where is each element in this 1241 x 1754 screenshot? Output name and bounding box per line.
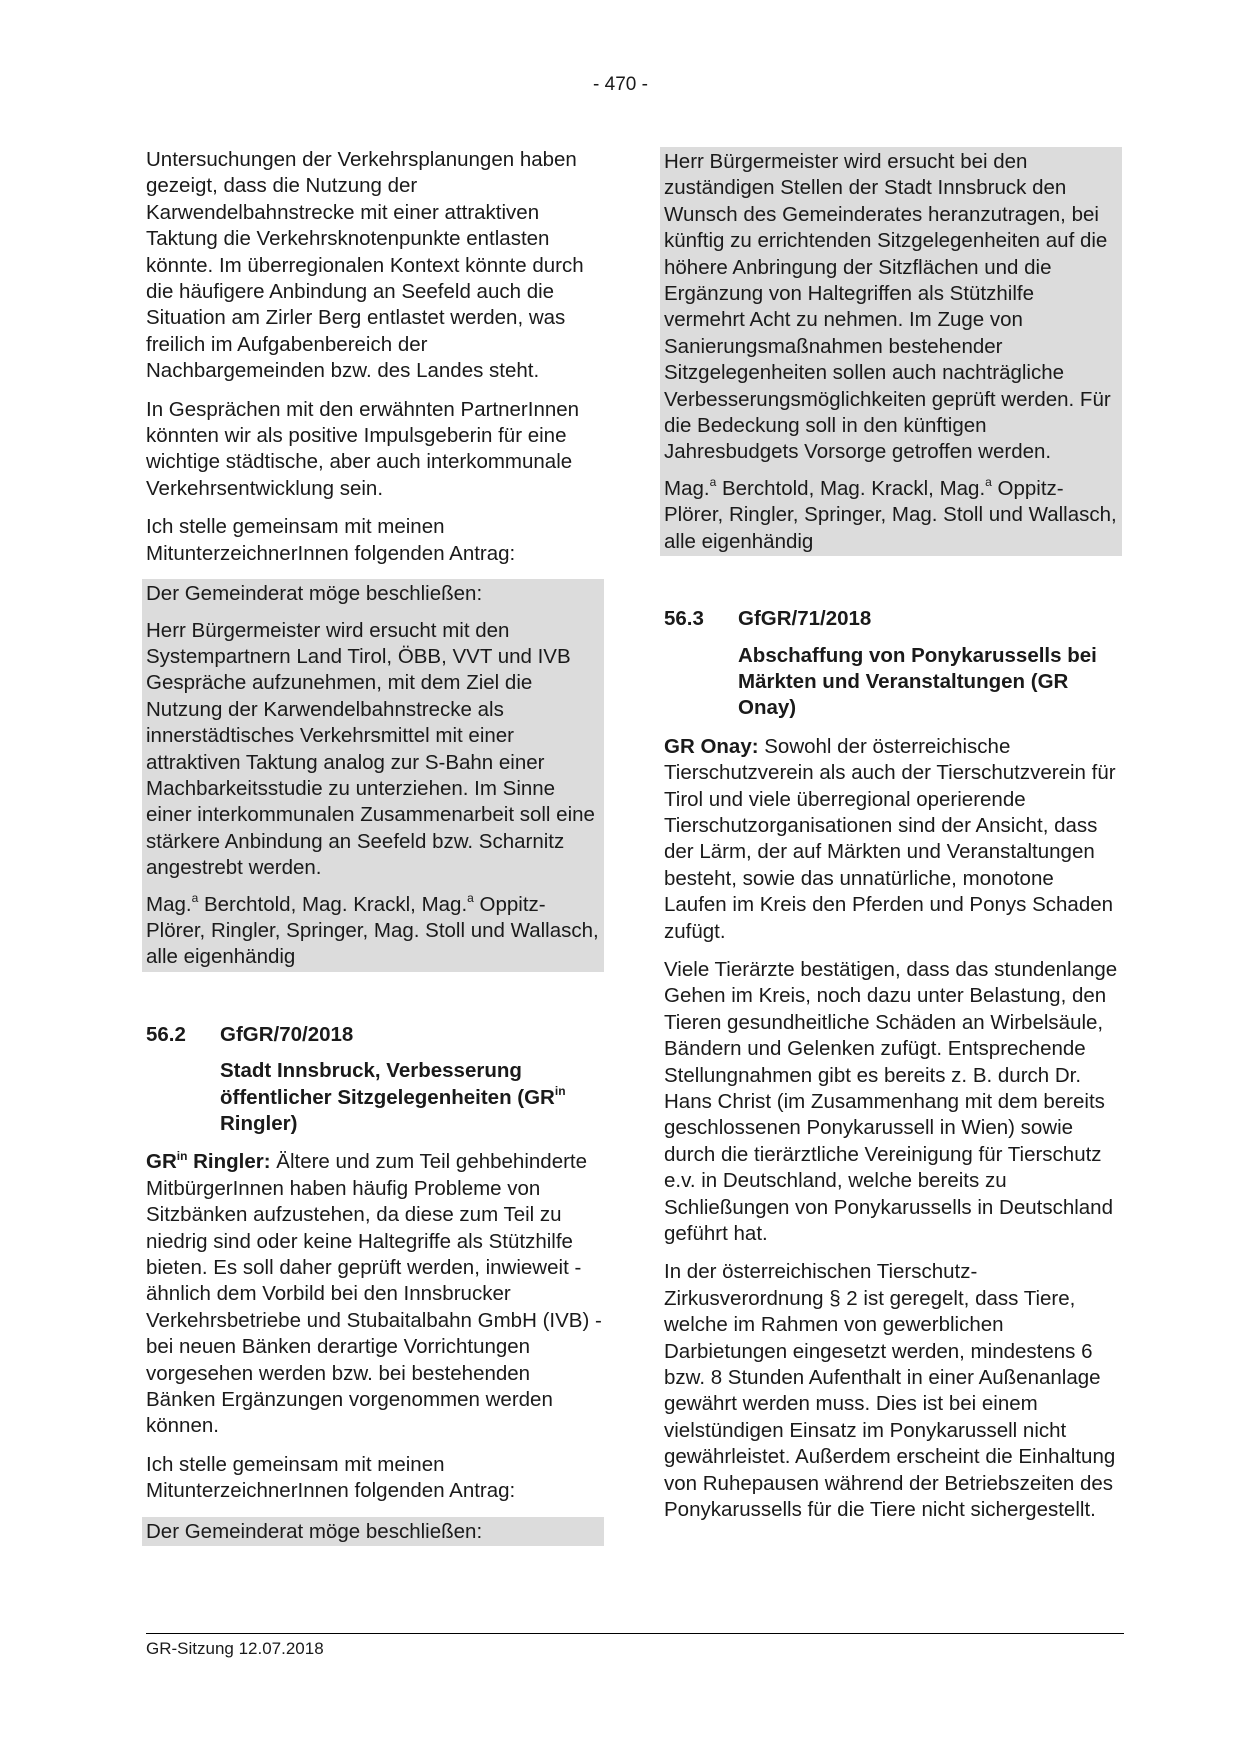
- speaker-label: GR Onay:: [664, 734, 759, 758]
- paragraph-text: Sowohl der österreichische Tierschutzverein als auch der Tierschutzverein für Tirol und viele überregional operierende Tierschutzorganisationen sind der Ansicht, dass der Lärm, der auf Märkten und Veranstaltungen besteht, sowie das unnatürliche, monotone Laufen im Kreis den Pferden und Ponys Schaden zufügt.: [664, 734, 1116, 943]
- sig-sup: a: [191, 890, 199, 905]
- footer-divider: [146, 1633, 1124, 1634]
- section-heading: [146, 1022, 604, 1048]
- right-column: [664, 147, 1122, 1536]
- title-text: Stadt Innsbruck, Verbesserung öffentlicher Sitzgelegenheiten (GR: [220, 1059, 555, 1109]
- page-number: - 470 -: [593, 74, 648, 95]
- section-reference: GfGR/70/2018: [220, 1022, 354, 1046]
- signatories: [664, 476, 1118, 555]
- signatories: [146, 892, 600, 971]
- motion-box: [142, 1517, 604, 1546]
- paragraph: Viele Tierärzte bestätigen, dass das stundenlange Gehen im Kreis, noch dazu unter Belastung, den Tieren gesundheitliche Schäden an Wirbelsäule, Bändern und Gelenken zufügt. Entsprechende Stellungnahmen gibt es bereits z. B. durch Dr. Hans Christ (im Zusammenhang mit dem bereits geschlossenen Ponykarussell in Wien) sowie durch die tierärztliche Vereinigung für Tierschutz e.v. in Deutschland, welche bereits zu Schließungen von Ponykarussells in Deutschland geführt hat.: [664, 957, 1118, 1246]
- paragraph: In Gesprächen mit den erwähnten PartnerInnen könnten wir als positive Impulsgeberin für eine wichtige städtische, aber auch interkommunale Verkehrsentwicklung sein.: [146, 397, 580, 500]
- speaker-text: Ringler:: [187, 1150, 271, 1174]
- motion-box: [142, 579, 604, 972]
- title-sup: in: [554, 1083, 566, 1098]
- paragraph: [664, 734, 1122, 945]
- section-heading: [664, 606, 1122, 632]
- left-column: [146, 147, 604, 1546]
- speaker-label: [146, 1150, 271, 1173]
- sig-text: Mag.: [664, 476, 710, 500]
- motion-box: [660, 147, 1122, 556]
- footer-text: GR-Sitzung 12.07.2018: [146, 1639, 324, 1658]
- sig-sup: a: [709, 475, 717, 490]
- motion-body: Herr Bürgermeister wird ersucht mit den Systempartnern Land Tirol, ÖBB, VVT und IVB Gespräche aufzunehmen, mit dem Ziel die Nutzung der Karwendelbahnstrecke als innerstädtisches Verkehrsmittel mit einer attraktiven Taktung analog zur S-Bahn einer Machbarkeitsstudie zu unterziehen. Im Sinne einer interkommunalen Zusammenarbeit soll eine stärkere Anbindung an Seefeld bzw. Scharnitz angestrebt werden.: [146, 618, 595, 880]
- paragraph: Untersuchungen der Verkehrsplanungen haben gezeigt, dass die Nutzung der Karwendelbahnstrecke mit einer attraktiven Taktung die Verkehrsknotenpunkte entlasten könnte. Im überregionalen Kontext könnte durch die häufigere Anbindung an Seefeld auch die Situation am Zirler Berg entlastet werden, was freilich im Aufgabenbereich der Nachbargemeinden bzw. des Landes steht.: [146, 148, 584, 383]
- sig-sup: a: [467, 890, 474, 905]
- sig-text: Berchtold, Mag. Krackl, Mag.: [198, 892, 468, 916]
- section-number: 56.2: [146, 1022, 186, 1046]
- sig-sup: a: [985, 475, 992, 490]
- section-title: [220, 1058, 604, 1137]
- paragraph-text: Ältere und zum Teil gehbehinderte MitbürgerInnen haben häufig Probleme von Sitzbänken aufzustehen, da diese zum Teil zu niedrig sind oder keine Haltegriffe als Stützhilfe bieten. Es soll daher geprüft werden, inwieweit - ähnlich dem Vorbild bei den Innsbrucker Verkehrsbetriebe und Stubaitalbahn GmbH (IVB) - bei neuen Bänken derartige Vorrichtungen vorgesehen werden bzw. bei bestehenden Bänken Ergänzungen vorgenommen werden können.: [146, 1150, 602, 1438]
- title-text: Ringler): [220, 1112, 298, 1135]
- speaker-sup: in: [176, 1148, 188, 1163]
- speaker-text: GR: [146, 1150, 177, 1174]
- paragraph: In der österreichischen Tierschutz-Zirkusverordnung § 2 ist geregelt, dass Tiere, welche im Rahmen von gewerblichen Darbietungen eingesetzt werden, mindestens 6 bzw. 8 Stunden Aufenthalt in einer Außenanlage gewährt werden muss. Dies ist bei einem vielstündigen Einsatz im Ponykarussell nicht gewährleistet. Außerdem erscheint die Einhaltung von Ruhepausen während der Betriebszeiten des Ponykarussells für die Tiere nicht sichergestellt.: [664, 1260, 1116, 1522]
- motion-intro: Der Gemeinderat möge beschließen:: [146, 1519, 483, 1543]
- motion-body: Herr Bürgermeister wird ersucht bei den zuständigen Stellen der Stadt Innsbruck den Wunsch des Gemeinderates heranzutragen, bei künftig zu errichtenden Sitzgelegenheiten auf die höhere Anbringung der Sitzflächen und die Ergänzung von Haltegriffen als Stützhilfe vermehrt Acht zu nehmen. Im Zuge von Sanierungsmaßnahmen bestehender Sitzgelegenheiten sollen auch nachträgliche Verbesserungsmöglichkeiten geprüft werden. Für die Bedeckung soll in den künftigen Jahresbudgets Vorsorge getroffen werden.: [664, 150, 1111, 464]
- sig-text: Berchtold, Mag. Krackl, Mag.: [716, 476, 986, 500]
- sig-text: Oppitz-Plörer, Ringler, Springer, Mag. Stoll und Wallasch, alle eigenhändig: [664, 476, 1117, 553]
- section-title: Abschaffung von Ponykarussells bei Märkten und Veranstaltungen (GR Onay): [738, 643, 1097, 720]
- sig-text: Mag.: [146, 892, 192, 916]
- paragraph: [146, 1149, 604, 1439]
- sig-text: Oppitz-Plörer, Ringler, Springer, Mag. Stoll und Wallasch, alle eigenhändig: [146, 892, 599, 969]
- section-number: 56.3: [664, 607, 704, 631]
- paragraph: Ich stelle gemeinsam mit meinen MitunterzeichnerInnen folgenden Antrag:: [146, 1452, 516, 1503]
- paragraph: Ich stelle gemeinsam mit meinen MitunterzeichnerInnen folgenden Antrag:: [146, 515, 516, 565]
- motion-intro: Der Gemeinderat möge beschließen:: [146, 582, 483, 606]
- section-reference: GfGR/71/2018: [738, 607, 872, 631]
